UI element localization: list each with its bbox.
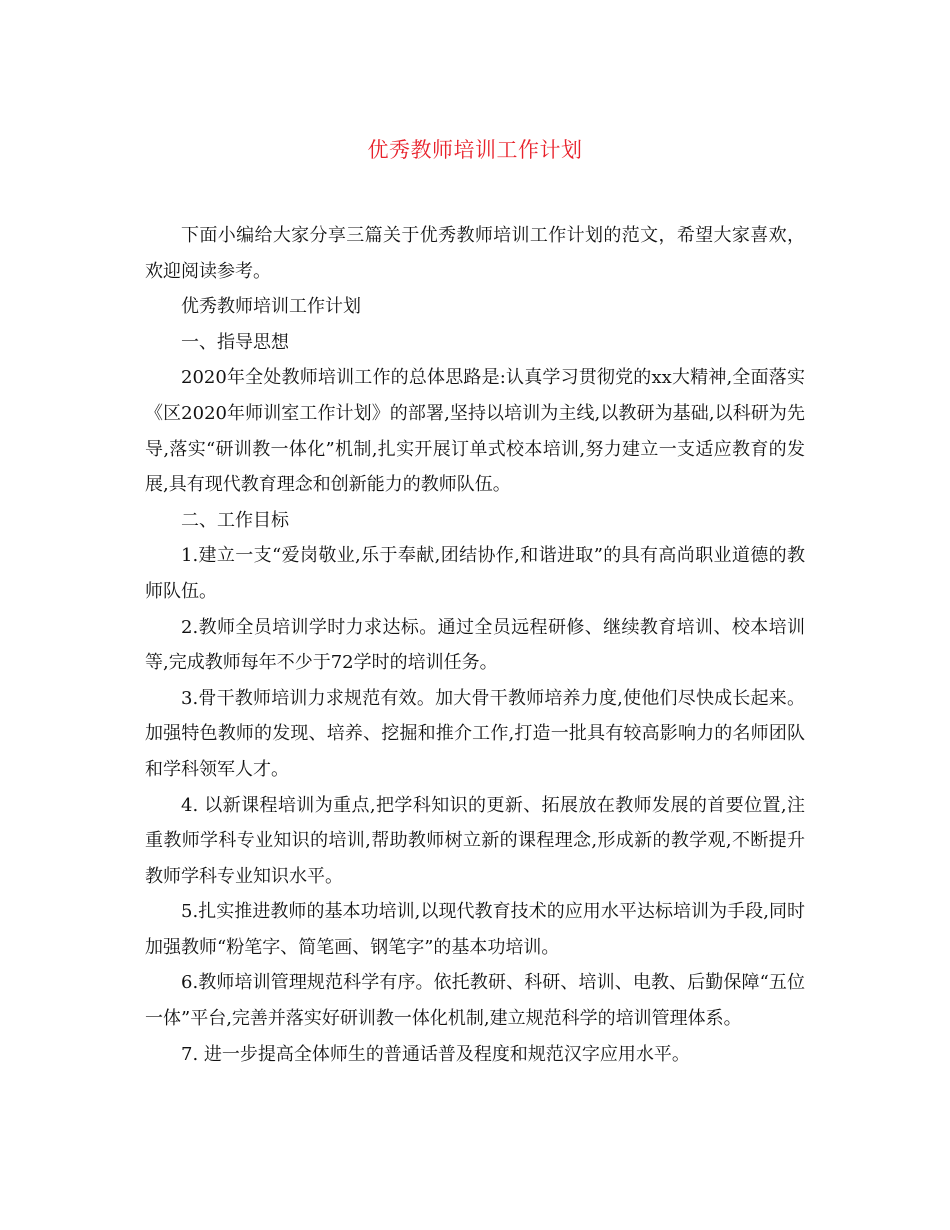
subheading-work-goals: 二、工作目标 — [181, 509, 289, 531]
goal-item-3: 3.骨干教师培训力求规范有效。加大骨干教师培养力度,使他们尽快成长起来。加强特色教师的发现、培养、挖掘和推介工作,打造一批具有较高影响力的名师团队和学科领军人才。 — [145, 687, 805, 780]
goal-item-5: 5.扎实推进教师的基本功培训,以现代教育技术的应用水平达标培训为手段,同时加强教师“粉笔字、简笔画、钢笔字”的基本功培训。 — [145, 901, 805, 958]
intro-paragraph: 下面小编给大家分享三篇关于优秀教师培训工作计划的范文，希望大家喜欢，欢迎阅读参考。 — [145, 225, 805, 282]
paragraph-guiding-ideology: 2020年全处教师培训工作的总体思路是:认真学习贯彻党的xx大精神,全面落实《区2020年师训室工作计划》的部署,坚持以培训为主线,以教研为基础,以科研为先导,落实“研训教一体化”机制,扎实开展订单式校本培训,努力建立一支适应教育的发展,具有现代教育理念和创新能力的教师队伍。 — [145, 367, 805, 496]
section-heading: 优秀教师培训工作计划 — [181, 296, 361, 318]
goal-item-7: 7. 进一步提高全体师生的普通话普及程度和规范汉字应用水平。 — [181, 1043, 690, 1065]
goal-item-2: 2.教师全员培训学时力求达标。通过全员远程研修、继续教育培训、校本培训等,完成教师每年不少于72学时的培训任务。 — [145, 616, 805, 674]
goal-item-6: 6.教师培训管理规范科学有序。依托教研、科研、培训、电教、后勤保障“五位一体”平台,完善并落实好研训教一体化机制,建立规范科学的培训管理体系。 — [145, 972, 805, 1030]
document-body — [145, 218, 805, 1072]
goal-item-1: 1.建立一支“爱岗敬业,乐于奉献,团结协作,和谐进取”的具有高尚职业道德的教师队伍。 — [145, 545, 805, 602]
document-title: 优秀教师培训工作计划 — [367, 138, 583, 162]
goal-item-4: 4. 以新课程培训为重点,把学科知识的更新、拓展放在教师发展的首要位置,注重教师学科专业知识的培训,帮助教师树立新的课程理念,形成新的教学观,不断提升教师学科专业知识水平。 — [145, 794, 805, 887]
subheading-guiding-ideology: 一、指导思想 — [181, 331, 289, 353]
